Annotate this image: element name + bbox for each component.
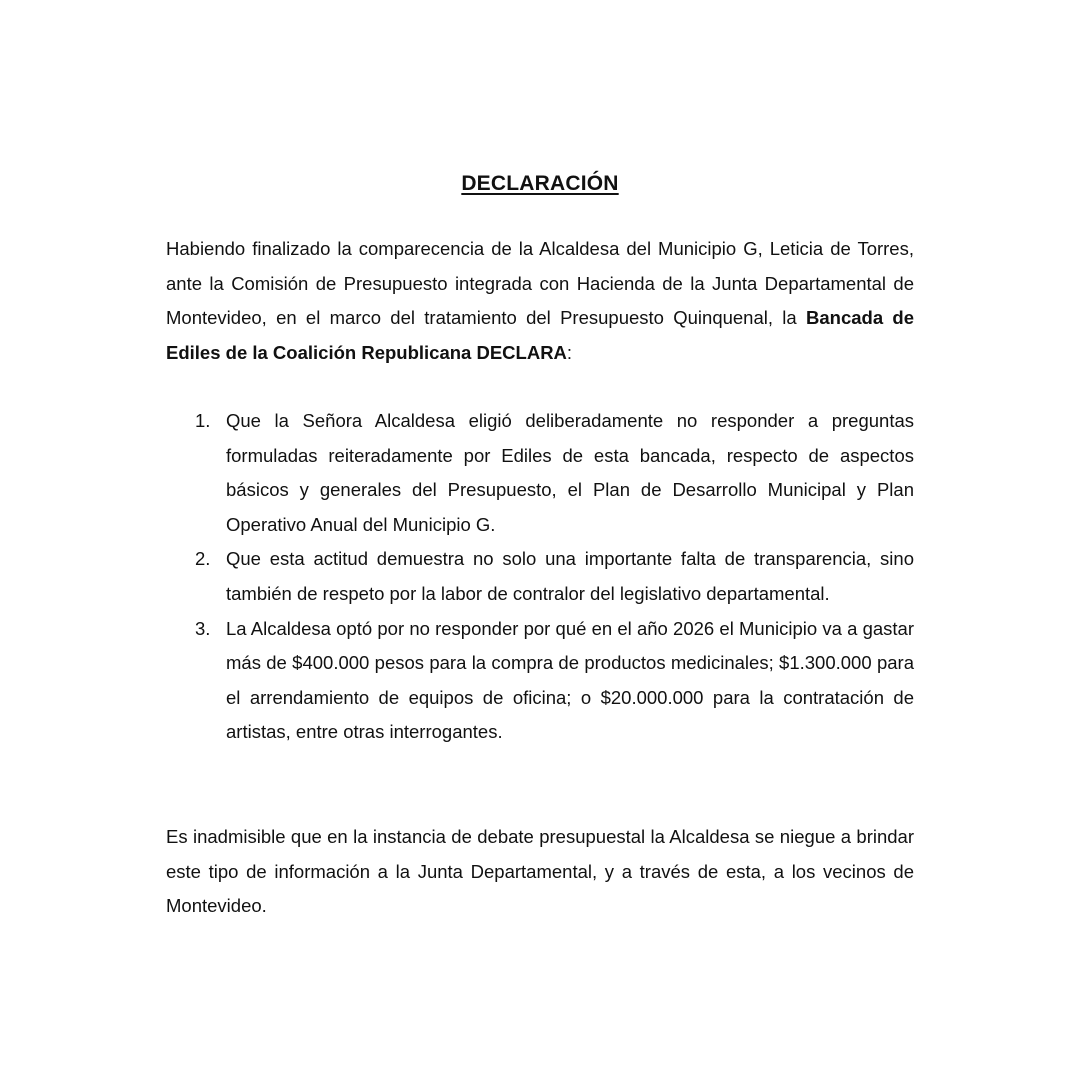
intro-text: Habiendo finalizado la comparecencia de la Alcaldesa del Municipio G, Leticia de Torres, ante la Comisión de Presupuesto integrada con Hacienda de la Junta Departamental de Montevideo, en el marco del tratamiento del Presupuesto Quinquenal, la [166, 238, 914, 329]
list-item-number: 1. [195, 410, 211, 431]
list-item [166, 404, 914, 542]
list-item-number: 2. [195, 548, 211, 570]
intro-colon: : [566, 341, 573, 363]
closing-paragraph: Es inadmisible que en la instancia de debate presupuestal la Alcaldesa se niegue a brindar este tipo de información a la Junta Departamental, y a través de esta, a los vecinos de Montevideo. [166, 826, 914, 917]
intro-bold-declaration: Bancada de Ediles de la Coalición Republicana DECLARA [166, 307, 914, 363]
list-item-number: 3. [195, 617, 211, 639]
list-item-text: La Alcaldesa optó por no responder por qué en el año 2026 el Municipio va a gastar más de $400.000 pesos para la compra de productos medicinales; $1.300.000 para el arrendamiento de equipos de oficina; o $20.000.000 para la contratación de artistas, entre otras interrogantes. [226, 617, 914, 743]
list-item [166, 542, 914, 611]
list-item-text: Que esta actitud demuestra no solo una importante falta de transparencia, sino también de respeto por la labor de contralor del legislativo departamental. [226, 548, 914, 604]
list-item [166, 612, 914, 750]
intro-paragraph [166, 232, 914, 370]
document-title: DECLARACIÓN [461, 172, 619, 195]
list-item-text: Que la Señora Alcaldesa eligió deliberadamente no responder a preguntas formuladas reiteradamente por Ediles de esta bancada, respecto de aspectos básicos y generales del Presupuesto, el Plan de Desarrollo Municipal y Plan Operativo Anual del Municipio G. [226, 410, 914, 535]
declaration-list [166, 404, 914, 750]
